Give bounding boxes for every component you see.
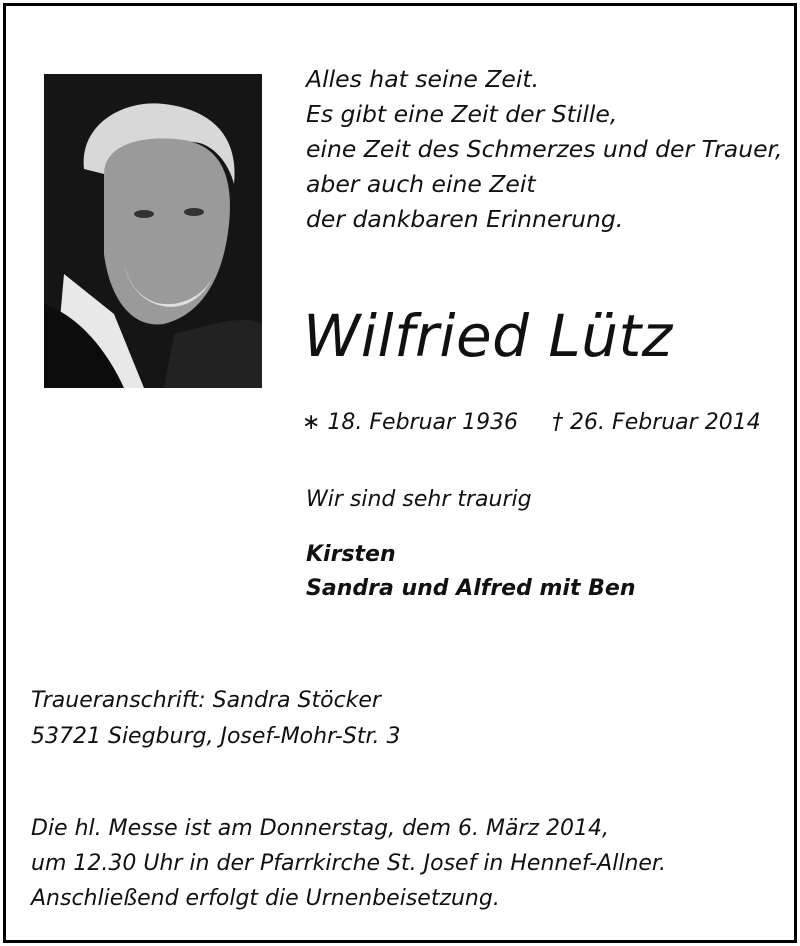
poem-line: eine Zeit des Schmerzes und der Trauer, xyxy=(306,135,783,163)
mass-information xyxy=(31,811,666,916)
mass-line: um 12.30 Uhr in der Pfarrkirche St. Josef in Hennef-Allner. xyxy=(31,851,666,876)
portrait-image xyxy=(44,74,262,388)
portrait-photo xyxy=(36,66,270,396)
family-member: Kirsten xyxy=(306,542,396,567)
poem-line: der dankbaren Erinnerung. xyxy=(306,205,624,233)
poem-line: aber auch eine Zeit xyxy=(306,170,536,198)
deceased-name: Wilfried Lütz xyxy=(303,302,673,370)
mourning-address xyxy=(31,683,400,755)
condolence-text: Wir sind sehr traurig xyxy=(306,487,532,512)
mass-line: Anschließend erfolgt die Urnenbeisetzung. xyxy=(31,886,500,911)
family-member: Sandra und Alfred mit Ben xyxy=(306,576,636,601)
memorial-poem xyxy=(306,62,783,237)
life-dates xyxy=(302,410,761,435)
address-line: Traueranschrift: Sandra Stöcker xyxy=(31,688,381,713)
birth-date: ∗ 18. Februar 1936 xyxy=(302,410,519,435)
poem-line: Alles hat seine Zeit. xyxy=(306,65,540,93)
death-date: † 26. Februar 2014 xyxy=(552,410,761,435)
obituary-frame xyxy=(3,3,797,943)
mass-line: Die hl. Messe ist am Donnerstag, dem 6. März 2014, xyxy=(31,816,610,841)
poem-line: Es gibt eine Zeit der Stille, xyxy=(306,100,618,128)
family-names xyxy=(306,538,636,606)
address-line: 53721 Siegburg, Josef-Mohr-Str. 3 xyxy=(31,724,401,749)
